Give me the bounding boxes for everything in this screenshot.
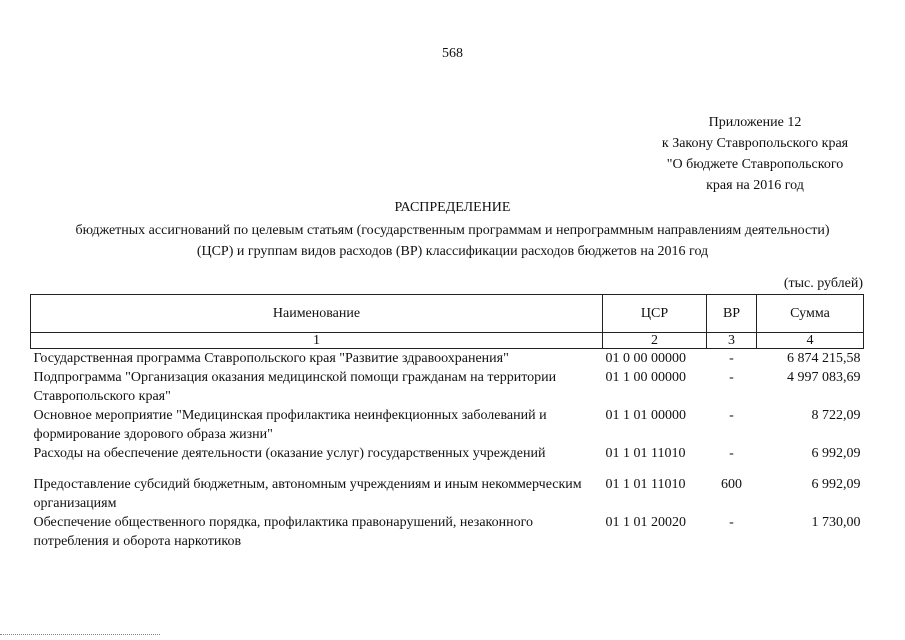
row-sum: 8 722,09	[811, 408, 861, 423]
row-vr: -	[729, 446, 734, 461]
row-vr: 600	[721, 477, 742, 492]
table-header-row	[31, 295, 864, 333]
table-row	[31, 368, 864, 406]
row-vr: -	[729, 370, 734, 385]
row-sum: 6 992,09	[811, 477, 861, 492]
row-sum: 6 992,09	[811, 446, 861, 461]
document-title: РАСПРЕДЕЛЕНИЕ	[394, 200, 511, 215]
row-csr: 01 1 01 20020	[605, 515, 686, 530]
column-number-row	[31, 333, 864, 349]
column-number-4: 4	[757, 333, 864, 349]
page-number: 568	[442, 46, 463, 61]
header-vr: ВР	[707, 295, 757, 333]
annex-line-2: к Закону Ставропольского края	[661, 136, 849, 151]
row-name: Обеспечение общественного порядка, профилактика правонарушений, незаконного потребления и оборота наркотиков	[33, 515, 534, 549]
row-vr: -	[729, 515, 734, 530]
spacer-cell	[31, 463, 603, 475]
subtitle-line-1: бюджетных ассигнований по целевым статьям (государственным программам и непрограммным направлениям деятельности)	[75, 223, 830, 238]
document-subtitle	[30, 220, 875, 262]
page-bottom-edge	[0, 634, 160, 636]
row-name: Предоставление субсидий бюджетным, автономным учреждениям и иным некоммерческим организациям	[33, 477, 582, 511]
table-row	[31, 406, 864, 444]
row-name: Основное мероприятие "Медицинская профилактика неинфекционных заболеваний и формирование здорового образа жизни"	[33, 408, 547, 442]
spacer-cell	[603, 463, 707, 475]
row-csr: 01 0 00 00000	[605, 351, 686, 366]
row-vr: -	[729, 351, 734, 366]
row-sum: 1 730,00	[811, 515, 861, 530]
spacer-cell	[757, 463, 864, 475]
header-name: Наименование	[31, 295, 603, 333]
row-name: Подпрограмма "Организация оказания медицинской помощи гражданам на территории Ставропольского края"	[33, 370, 557, 404]
budget-table	[30, 294, 864, 551]
table-row	[31, 475, 864, 513]
annex-block	[640, 112, 870, 196]
annex-line-4: края на 2016 год	[706, 178, 804, 193]
table-row	[31, 444, 864, 463]
header-csr: ЦСР	[603, 295, 707, 333]
annex-line-3: "О бюджете Ставропольского	[666, 157, 844, 172]
row-csr: 01 1 00 00000	[605, 370, 686, 385]
subtitle-line-2: (ЦСР) и группам видов расходов (ВР) классификации расходов бюджетов на 2016 год	[196, 244, 709, 259]
row-csr: 01 1 01 11010	[605, 446, 686, 461]
spacer-cell	[707, 463, 757, 475]
units-label: (тыс. рублей)	[783, 276, 863, 291]
column-number-1: 1	[31, 333, 603, 349]
row-sum: 4 997 083,69	[787, 370, 861, 385]
row-name: Расходы на обеспечение деятельности (оказание услуг) государственных учреждений	[33, 446, 546, 461]
row-csr: 01 1 01 00000	[605, 408, 686, 423]
row-vr: -	[729, 408, 734, 423]
table-row	[31, 513, 864, 551]
row-sum: 6 874 215,58	[787, 351, 861, 366]
row-spacer	[31, 463, 864, 475]
row-csr: 01 1 01 11010	[605, 477, 686, 492]
table-row	[31, 349, 864, 369]
annex-line-1: Приложение 12	[708, 115, 802, 130]
column-number-2: 2	[603, 333, 707, 349]
row-name: Государственная программа Ставропольского края "Развитие здравоохранения"	[33, 351, 509, 366]
column-number-3: 3	[707, 333, 757, 349]
header-sum: Сумма	[757, 295, 864, 333]
